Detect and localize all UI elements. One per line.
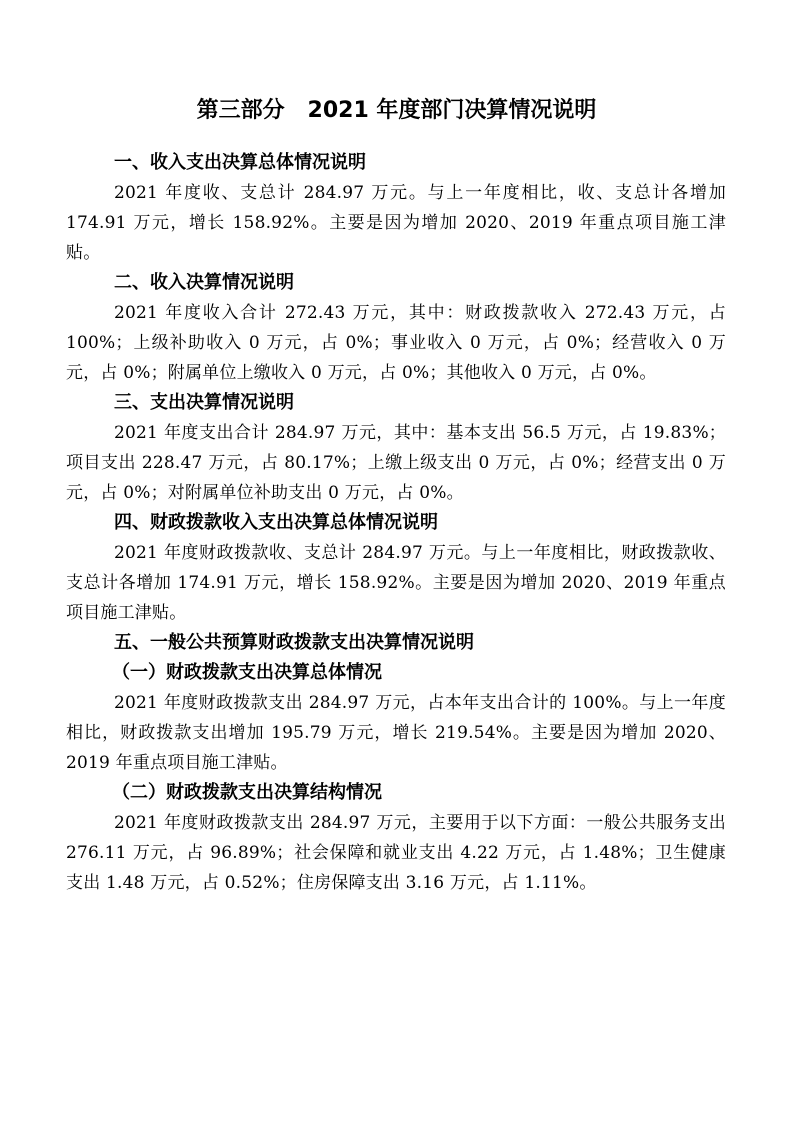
document-body bbox=[66, 148, 726, 898]
page-title: 第三部分 2021 年度部门决算情况说明 bbox=[196, 98, 597, 123]
paragraph-expenditure: 2021 年度支出合计 284.97 万元，其中：基本支出 56.5 万元，占 19.83%；项目支出 228.47 万元，占 80.17%；上缴上级支出 0 万元，占 0%；经营支出 0 万元，占 0%；对附属单位补助支出 0 万元，占 0%。 bbox=[66, 423, 726, 503]
section-heading-general-public-budget: 五、一般公共预算财政拨款支出决算情况说明 bbox=[114, 632, 474, 653]
section-heading-income-expenditure-overview: 一、收入支出决算总体情况说明 bbox=[114, 152, 366, 173]
section-heading-income: 二、收入决算情况说明 bbox=[114, 272, 294, 293]
paragraph-income-expenditure-overview: 2021 年度收、支总计 284.97 万元。与上一年度相比，收、支总计各增加 174.91 万元，增长 158.92%。主要是因为增加 2020、2019 年重点项目施工津贴。 bbox=[66, 183, 726, 263]
section-heading-expenditure: 三、支出决算情况说明 bbox=[114, 392, 294, 413]
paragraph-expenditure-overall: 2021 年度财政拨款支出 284.97 万元，占本年支出合计的 100%。与上一年度相比，财政拨款支出增加 195.79 万元，增长 219.54%。主要是因为增加 2020、2019 年重点项目施工津贴。 bbox=[66, 693, 726, 773]
paragraph-income: 2021 年度收入合计 272.43 万元，其中：财政拨款收入 272.43 万元，占 100%；上级补助收入 0 万元，占 0%；事业收入 0 万元，占 0%；经营收入 0 万元，占 0%；附属单位上缴收入 0 万元，占 0%；其他收入 0 万元，占 0%。 bbox=[66, 303, 726, 383]
paragraph-expenditure-structure: 2021 年度财政拨款支出 284.97 万元，主要用于以下方面：一般公共服务支出 276.11 万元，占 96.89%；社会保障和就业支出 4.22 万元，占 1.48%；卫生健康支出 1.48 万元，占 0.52%；住房保障支出 3.16 万元，占 1.11%。 bbox=[66, 813, 726, 893]
section-heading-fiscal-appropriation-overview: 四、财政拨款收入支出决算总体情况说明 bbox=[114, 512, 438, 533]
subsection-heading-expenditure-overall: （一）财政拨款支出决算总体情况 bbox=[112, 662, 382, 683]
subsection-heading-expenditure-structure: （二）财政拨款支出决算结构情况 bbox=[112, 782, 382, 803]
paragraph-fiscal-appropriation-overview: 2021 年度财政拨款收、支总计 284.97 万元。与上一年度相比，财政拨款收、支总计各增加 174.91 万元，增长 158.92%。主要是因为增加 2020、2019 年重点项目施工津贴。 bbox=[66, 543, 726, 623]
